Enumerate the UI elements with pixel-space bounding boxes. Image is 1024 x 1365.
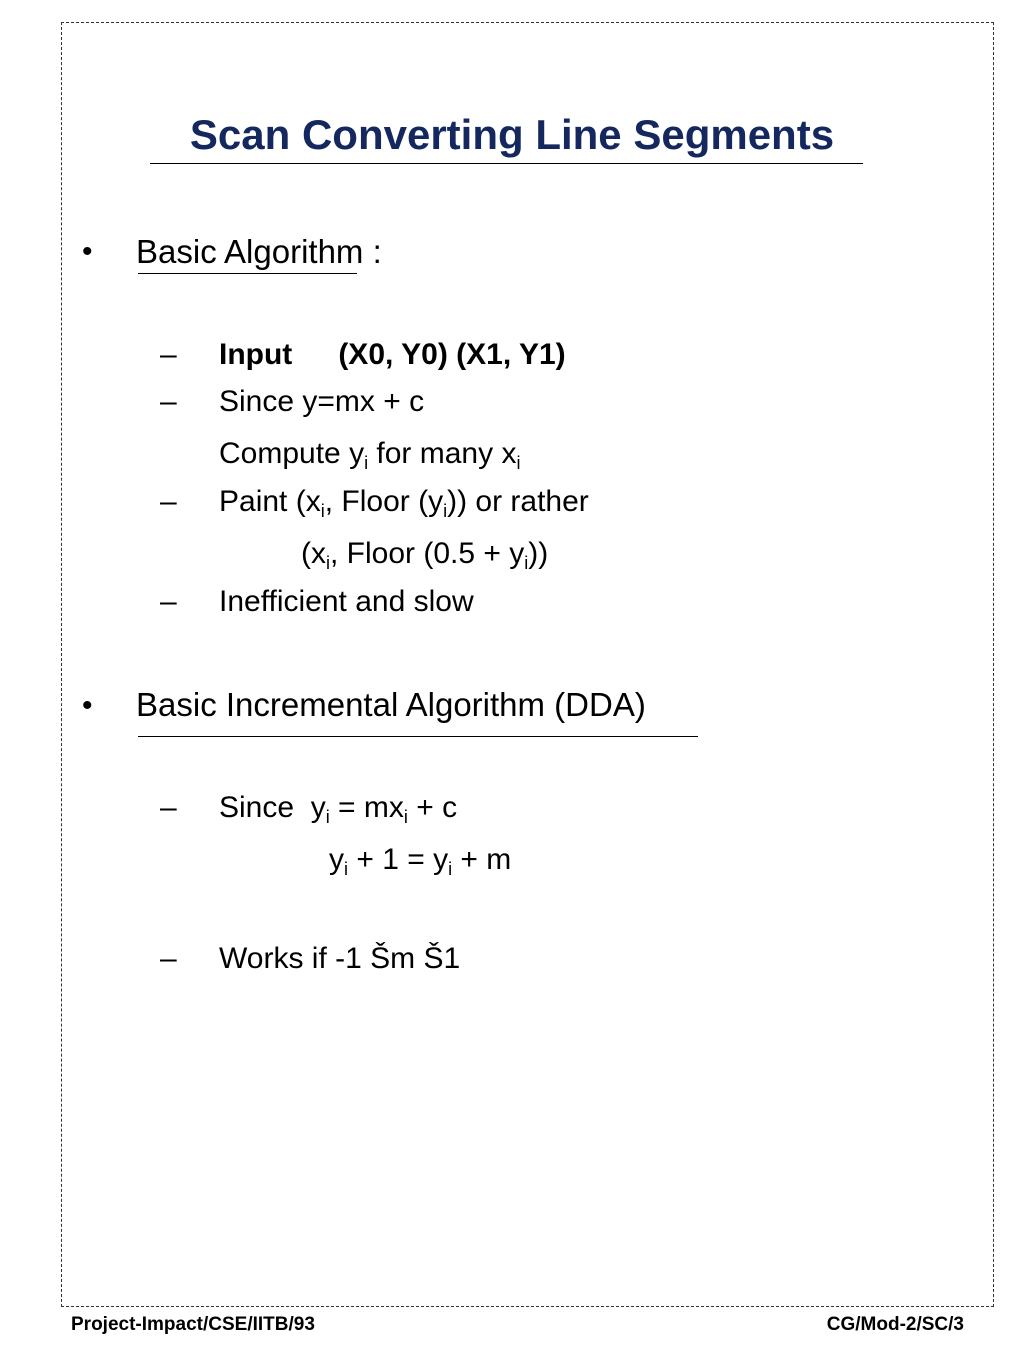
text-part: (x <box>301 537 326 570</box>
text-part: Paint (x <box>219 485 321 518</box>
text-part: )) or rather <box>447 485 589 518</box>
text-part: y <box>329 843 344 876</box>
title-underline <box>150 163 863 164</box>
dash-marker: – <box>160 791 177 824</box>
text-part: Since y <box>219 791 326 824</box>
input-label: Input <box>219 338 293 371</box>
text-part: , Floor (0.5 + y <box>330 537 525 570</box>
rather-line <box>301 536 548 572</box>
subscript: i <box>364 453 369 473</box>
section-heading-dda: Basic Incremental Algorithm (DDA) <box>136 686 646 723</box>
works-if-line: Works if -1 Šm Š1 <box>219 942 461 975</box>
input-line <box>219 337 566 373</box>
dash-marker: – <box>160 385 177 418</box>
subscript: i <box>524 553 529 573</box>
subscript: i <box>516 453 521 473</box>
subscript: i <box>403 807 408 827</box>
subscript: i <box>320 501 325 521</box>
inefficient-line: Inefficient and slow <box>219 585 474 618</box>
bullet-marker: • <box>82 689 93 722</box>
input-value: (X0, Y0) (X1, Y1) <box>338 338 566 371</box>
text-part: )) <box>528 537 549 570</box>
subscript: i <box>448 859 453 879</box>
text-part: + c <box>407 791 458 824</box>
paint-line <box>219 484 589 520</box>
subscript: i <box>344 859 348 879</box>
dda-increment-line <box>329 842 511 878</box>
section-heading-basic-algorithm: Basic Algorithm : <box>136 233 382 270</box>
dash-marker: – <box>160 485 177 518</box>
dash-marker: – <box>160 942 177 975</box>
footer-left: Project-Impact/CSE/IITB/93 <box>71 1314 315 1335</box>
dash-marker: – <box>160 338 177 371</box>
text-part: for many x <box>368 437 517 470</box>
bullet-marker: • <box>82 235 93 268</box>
text-part: Compute y <box>219 437 365 470</box>
subscript: i <box>443 501 448 521</box>
heading-underline <box>138 736 698 737</box>
footer-right: CG/Mod-2/SC/3 <box>826 1314 964 1335</box>
text-part: , Floor (y <box>324 485 444 518</box>
compute-line <box>219 436 520 472</box>
page-title: Scan Converting Line Segments <box>189 111 835 158</box>
text-part: = mx <box>329 791 404 824</box>
text-part: + m <box>452 843 512 876</box>
text-part: + 1 = y <box>348 843 449 876</box>
since-equation-line: Since y=mx + c <box>219 385 425 418</box>
dash-marker: – <box>160 585 177 618</box>
dda-since-line <box>219 790 457 826</box>
heading-underline <box>138 273 357 274</box>
page-border <box>61 22 994 1307</box>
subscript: i <box>325 807 330 827</box>
subscript: i <box>326 553 330 573</box>
